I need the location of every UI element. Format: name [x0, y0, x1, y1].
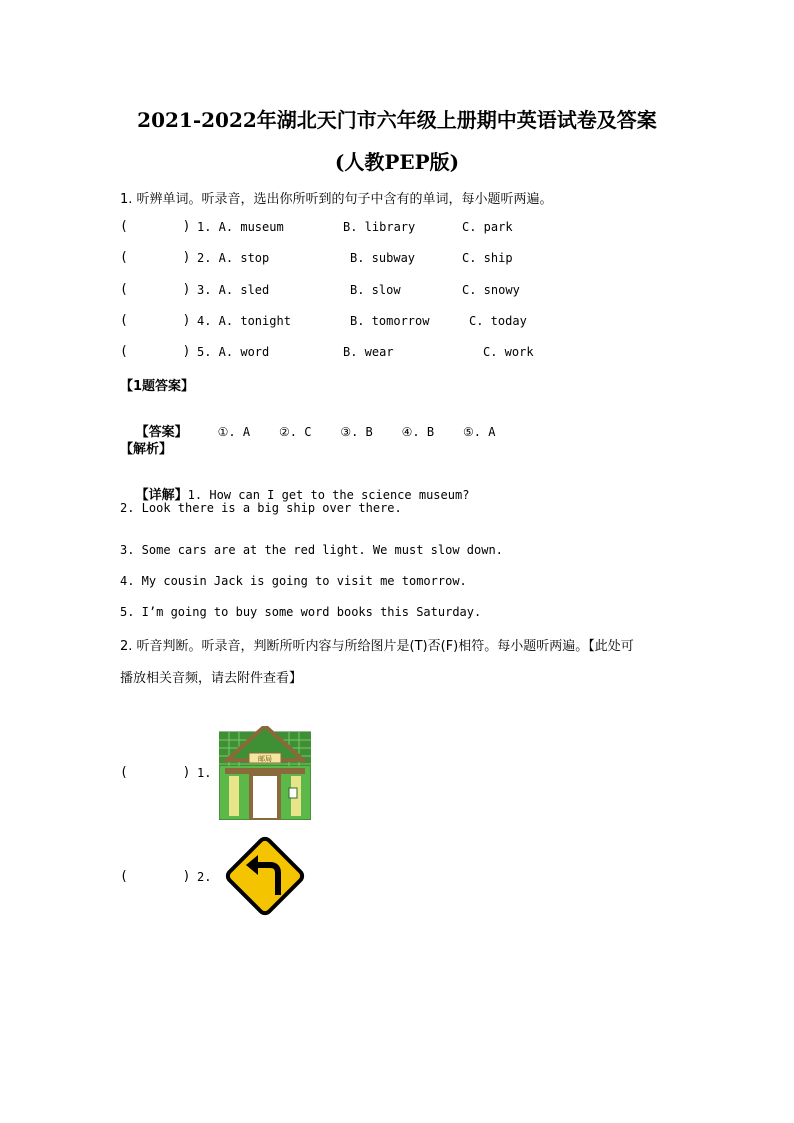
answer-blank[interactable]: ( ): [120, 313, 191, 328]
title-line-2: (人教PEP版): [334, 150, 460, 174]
option-b: B. library: [343, 220, 416, 234]
answer-header: 【1题答案】: [120, 379, 195, 394]
title-line-1: 2021-2022年湖北天门市六年级上册期中英语试卷及答案: [137, 108, 657, 132]
detail-text: 1. How can I get to the science museum?: [187, 488, 470, 502]
detail-line-4: 4. My cousin Jack is going to visit me tomorrow.: [120, 574, 467, 588]
answer-values: ①. A ②. C ③. B ④. B ⑤. A: [217, 425, 496, 439]
answer-blank[interactable]: ( ): [120, 344, 191, 359]
option-a: 1. A. museum: [197, 220, 284, 234]
answer-blank[interactable]: ( ): [120, 250, 191, 265]
answer-line: [120, 406, 495, 440]
detail-line-3: 3. Some cars are at the red light. We must slow down.: [120, 543, 503, 557]
analysis-header: 【解析】: [120, 442, 173, 457]
option-c: C. park: [462, 220, 513, 234]
left-turn-sign-image: [222, 833, 308, 919]
option-c: C. snowy: [462, 283, 520, 297]
option-b: B. subway: [350, 251, 416, 265]
q1-instruction: 1. 听辨单词。听录音，选出你所听到的句子中含有的单词，每小题听两遍。: [120, 192, 553, 207]
option-b: B. wear: [343, 345, 394, 359]
answer-blank[interactable]: ( ): [120, 282, 191, 297]
detail-label: 【详解】: [135, 488, 188, 503]
answer-blank[interactable]: ( ): [120, 219, 191, 234]
option-b: B. slow: [350, 283, 401, 297]
item-number: 2.: [197, 870, 212, 884]
detail-line-2: 2. Look there is a big ship over there.: [120, 501, 402, 515]
answer-blank[interactable]: ( ): [120, 869, 191, 884]
option-a: 4. A. tonight: [197, 314, 291, 328]
item-number: 1.: [197, 766, 212, 780]
option-a: 5. A. word: [197, 345, 270, 359]
post-office-sign: 邮局: [258, 755, 272, 763]
option-c: C. ship: [462, 251, 513, 265]
post-office-image: [219, 726, 311, 820]
option-c: C. today: [469, 314, 527, 328]
detail-line-5: 5. I’m going to buy some word books this Saturday.: [120, 605, 482, 619]
detail-line-1: [120, 469, 469, 503]
answer-label: 【答案】: [135, 425, 188, 440]
q2-instruction-a: 2. 听音判断。听录音，判断所听内容与所给图片是(T)否(F)相符。每小题听两遍。【此处可: [120, 639, 634, 654]
answer-blank[interactable]: ( ): [120, 765, 191, 780]
q2-instruction-b: 播放相关音频，请去附件查看】: [120, 671, 303, 686]
option-a: 3. A. sled: [197, 283, 270, 297]
option-b: B. tomorrow: [350, 314, 430, 328]
option-a: 2. A. stop: [197, 251, 270, 265]
option-c: C. work: [483, 345, 534, 359]
